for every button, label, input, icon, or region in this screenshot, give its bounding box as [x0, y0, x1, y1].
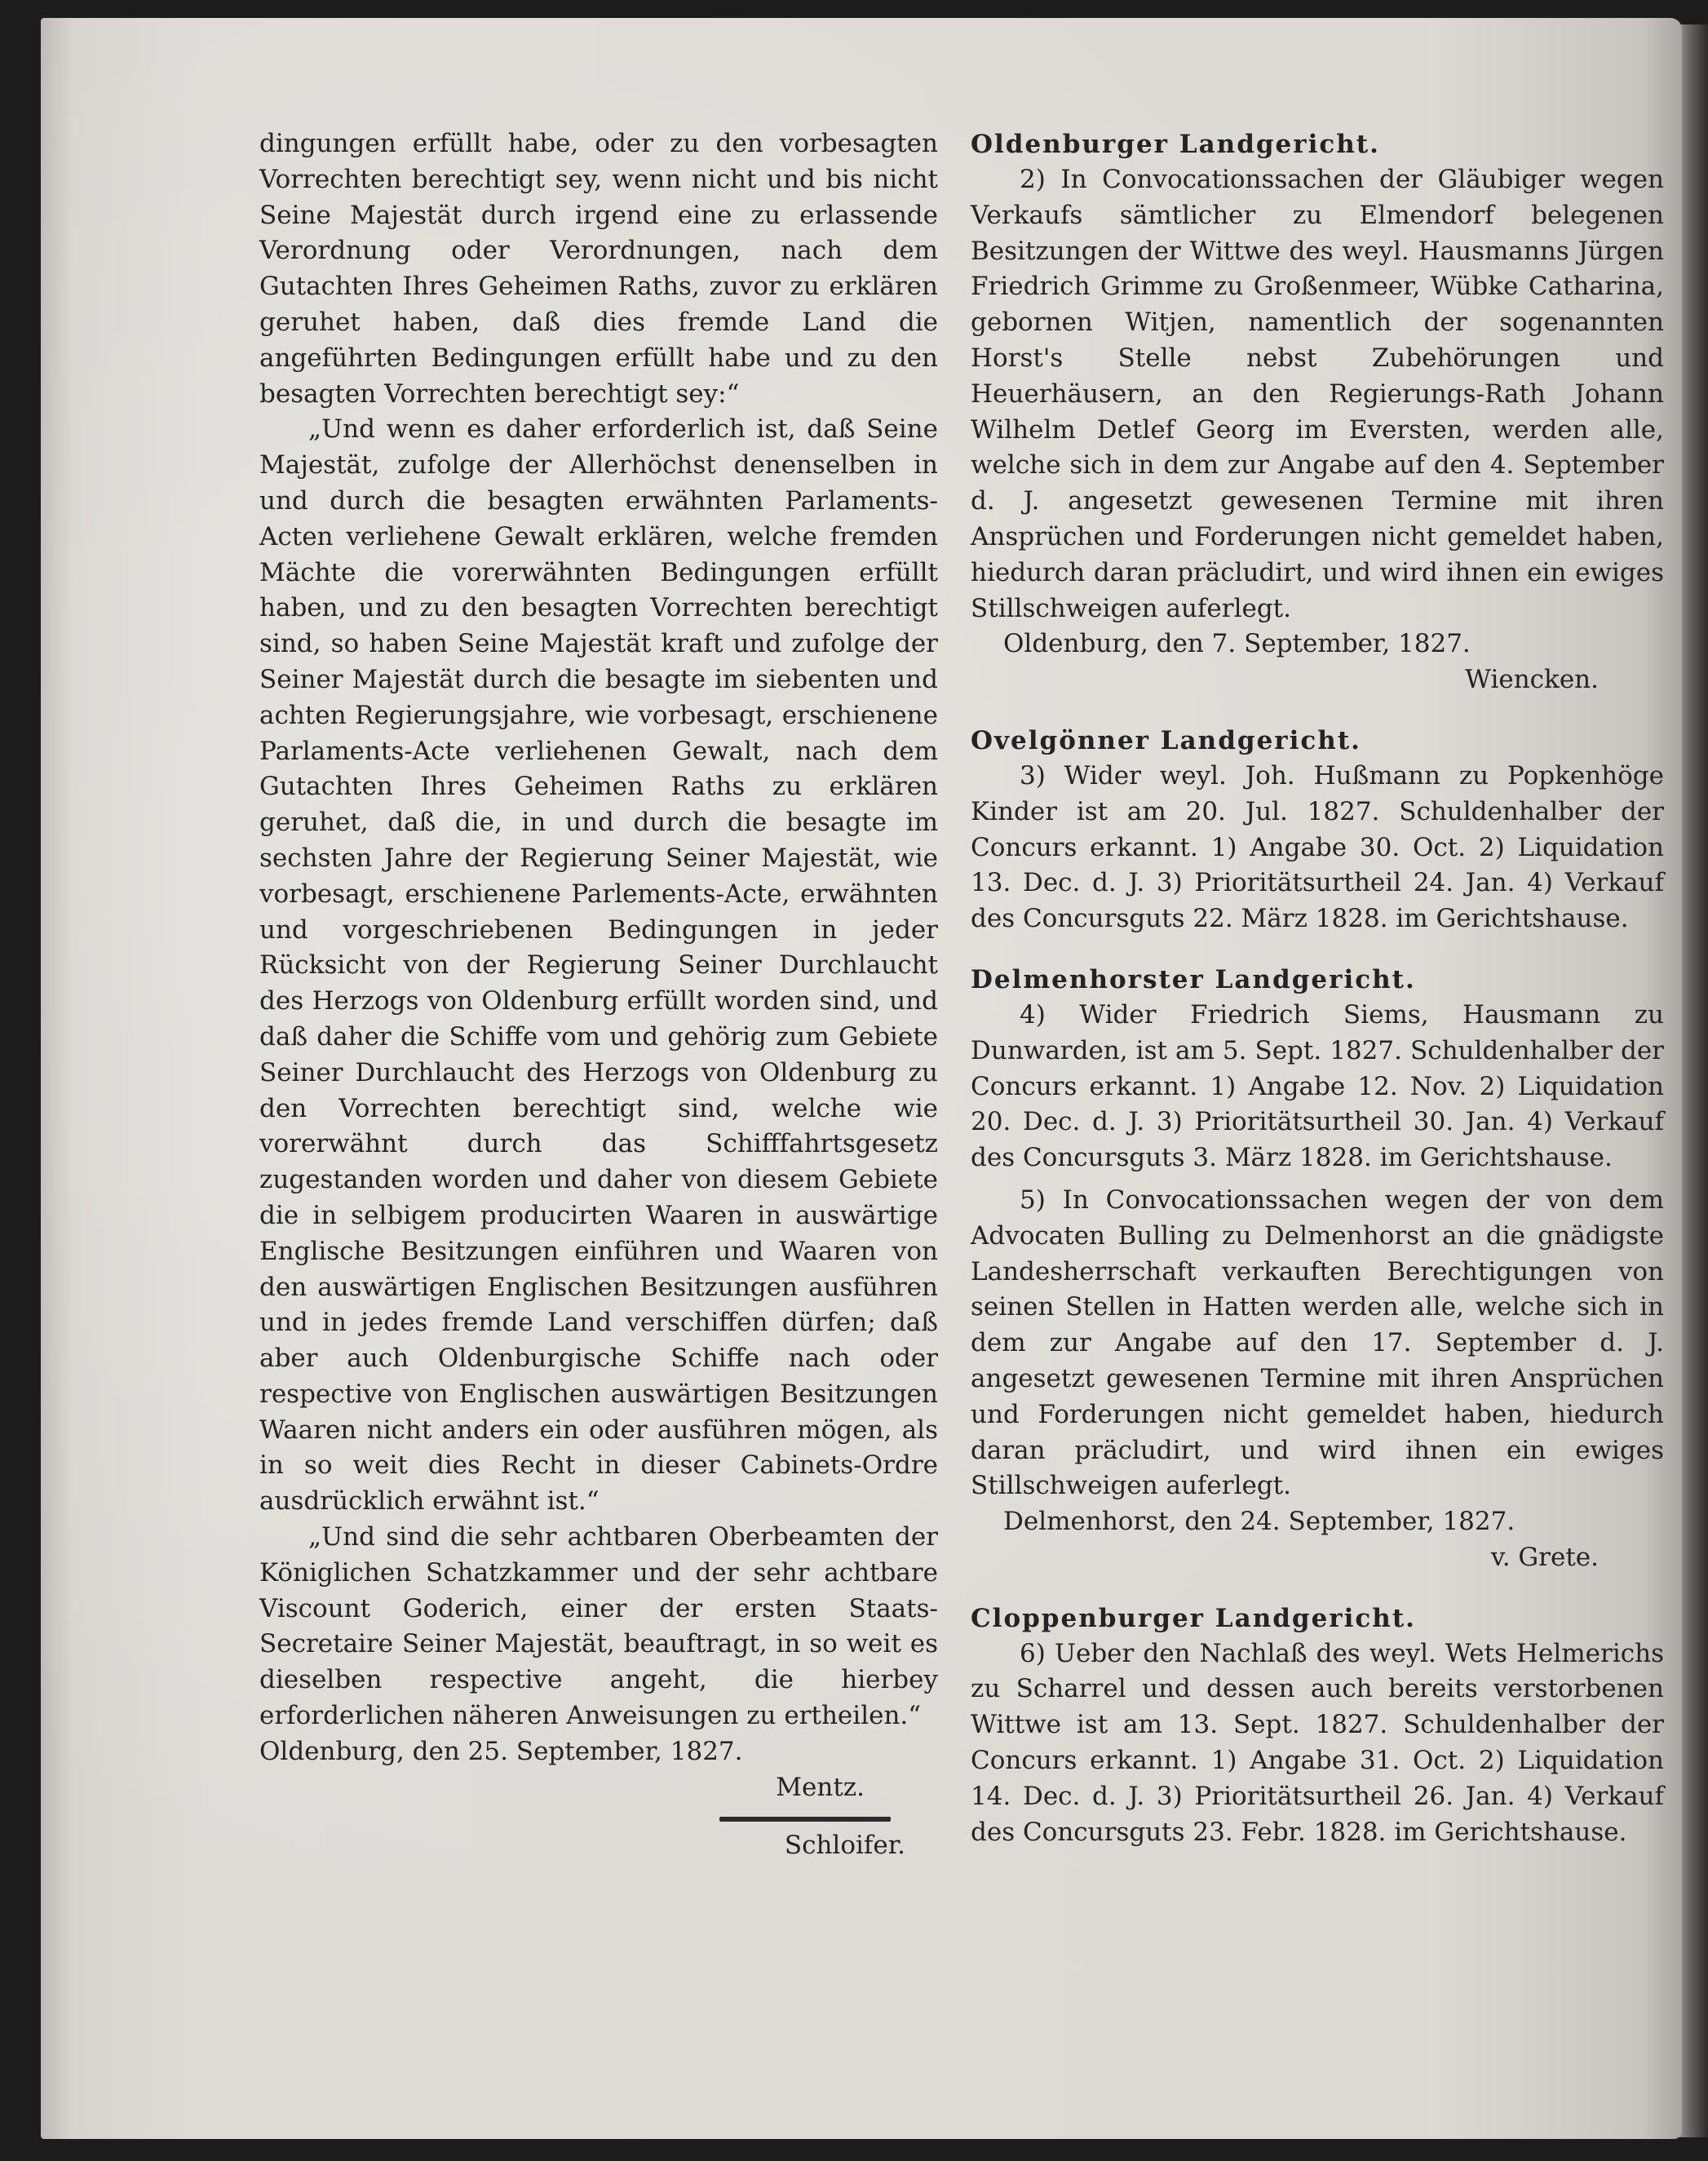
- notice-2-signature: Wiencken.: [1465, 665, 1599, 695]
- notice-2-date: Oldenburg, den 7. September, 1827.: [1003, 629, 1471, 659]
- divider-rule: [719, 1817, 891, 1822]
- notice-5-signature: v. Grete.: [1490, 1542, 1599, 1572]
- notice-6: 6) Ueber den Nachlaß des weyl. Wets Helmerichs zu Scharrel und dessen auch bereits verstorbenen Wittwe ist am 13. Sept. 1827. Schuldenhalber der Concurs erkannt. 1) Angabe 31. Oct. 2) Liquidation 14. Dec. d. J. 3) Prioritätsurtheil 26. Jan. 4) Verkauf des Concursguts 23. Febr. 1828. im Gerichtshause.: [971, 1638, 1664, 1847]
- left-paragraph-1: dingungen erfüllt habe, oder zu den vorbesagten Vorrechten berechtigt sey, wenn nicht und bis nicht Seine Majestät durch irgend eine zu erlassende Verordnung oder Verordnungen, nach dem Gutachten Ihres Geheimen Raths, zuvor zu erklären geruhet haben, daß dies fremde Land die angeführten Bedingungen erfüllt habe und zu den besagten Vorrechten berechtigt sey:“: [259, 129, 938, 409]
- notice-5-date: Delmenhorst, den 24. September, 1827.: [1003, 1507, 1516, 1537]
- notice-5: 5) In Convocationssachen wegen der von dem Advocaten Bulling zu Delmenhorst an die gnädigste Landesherrschaft verkauften Berechtigungen von seinen Stellen in Hatten werden alle, welche sich in dem zur Angabe auf den 17. September d. J. angesetzt gewesenen Termine mit ihren Ansprüchen und Forderungen nicht gemeldet haben, hiedurch daran präcludirt, und wird ihnen ein ewiges Stillschweigen auferlegt.: [971, 1185, 1664, 1501]
- left-paragraph-3: „Und sind die sehr achtbaren Oberbeamten der Königlichen Schatzkammer und der sehr achtbare Viscount Goderich, einer der ersten Staats-Secretaire Seiner Majestät, beauftragt, in so weit es dieselben respective angeht, die hierbey erforderlichen näheren Anweisungen zu ertheilen.“: [259, 1522, 938, 1731]
- left-signature-2: Schloifer.: [784, 1831, 905, 1861]
- notice-4: 4) Wider Friedrich Siems, Hausmann zu Dunwarden, ist am 5. Sept. 1827. Schuldenhalber der Concurs erkannt. 1) Angabe 12. Nov. 2) Liquidation 20. Dec. d. J. 3) Prioritätsurtheil 30. Jan. 4) Verkauf des Concursguts 3. März 1828. im Gerichtshause.: [971, 999, 1664, 1173]
- left-signature-1: Mentz.: [776, 1772, 865, 1802]
- heading-ovelgoenner-landgericht: Ovelgönner Landgericht.: [971, 725, 1361, 755]
- left-column: [259, 126, 938, 1864]
- heading-oldenburger-landgericht: Oldenburger Landgericht.: [971, 130, 1380, 159]
- right-column: [971, 126, 1664, 1850]
- left-date-line: Oldenburg, den 25. September, 1827.: [259, 1736, 743, 1766]
- left-paragraph-2: „Und wenn es daher erforderlich ist, daß Seine Majestät, zufolge der Allerhöchst denenselben in und durch die besagten erwähnten Parlaments-Acten verliehene Gewalt erklären, welche fremden Mächte die vorerwähnten Bedingungen erfüllt haben, und zu den besagten Vorrechten berechtigt sind, so haben Seine Majestät kraft und zufolge der Seiner Majestät durch die besagte im siebenten und achten Regierungsjahre, wie vorbesagt, erschienene Parlaments-Acte verliehenen Gewalt, nach dem Gutachten Ihres Geheimen Raths zu erklären geruhet, daß die, in und durch die besagte im sechsten Jahre der Regierung Seiner Majestät, wie vorbesagt, erschienene Parlements-Acte, erwähnten und vorgeschriebenen Bedingungen in jeder Rücksicht von der Regierung Seiner Durchlaucht des Herzogs von Oldenburg erfüllt worden sind, und daß daher die Schiffe vom und gehörig zum Gebiete Seiner Durchlaucht des Herzogs von Oldenburg zu den Vorrechten berechtigt sind, welche wie vorerwähnt durch das Schifffahrtsgesetz zugestanden worden und daher von diesem Gebiete die in selbigem producirten Waaren in auswärtige Englische Besitzungen einführen und Waaren von den auswärtigen Englischen Besitzungen ausführen und in jedes fremde Land verschiffen dürfen; daß aber auch Oldenburgische Schiffe nach oder respective von Englischen auswärtigen Besitzungen Waaren nicht anders ein oder ausführen mögen, als in so weit dies Recht in dieser Cabinets-Ordre ausdrücklich erwähnt ist.“: [259, 414, 938, 1517]
- notice-2: 2) In Convocationssachen der Gläubiger wegen Verkaufs sämtlicher zu Elmendorf belegenen Besitzungen der Wittwe des weyl. Hausmanns Jürgen Friedrich Grimme zu Großenmeer, Wübke Catharina, gebornen Witjen, namentlich der sogenannten Horst's Stelle nebst Zubehörungen und Heuerhäusern, an den Regierungs-Rath Johann Wilhelm Detlef Georg im Eversten, werden alle, welche sich in dem zur Angabe auf den 4. September d. J. angesetzt gewesenen Termine mit ihren Ansprüchen und Forderungen nicht gemeldet haben, hiedurch daran präcludirt, und wird ihnen ein ewiges Stillschweigen auferlegt.: [971, 165, 1664, 623]
- notice-3: 3) Wider weyl. Joh. Hußmann zu Popkenhöge Kinder ist am 20. Jul. 1827. Schuldenhalber der Concurs erkannt. 1) Angabe 30. Oct. 2) Liquidation 13. Dec. d. J. 3) Prioritätsurtheil 24. Jan. 4) Verkauf des Concursguts 22. März 1828. im Gerichtshause.: [971, 760, 1664, 934]
- heading-delmenhorster-landgericht: Delmenhorster Landgericht.: [971, 964, 1416, 994]
- heading-cloppenburger-landgericht: Cloppenburger Landgericht.: [971, 1603, 1416, 1633]
